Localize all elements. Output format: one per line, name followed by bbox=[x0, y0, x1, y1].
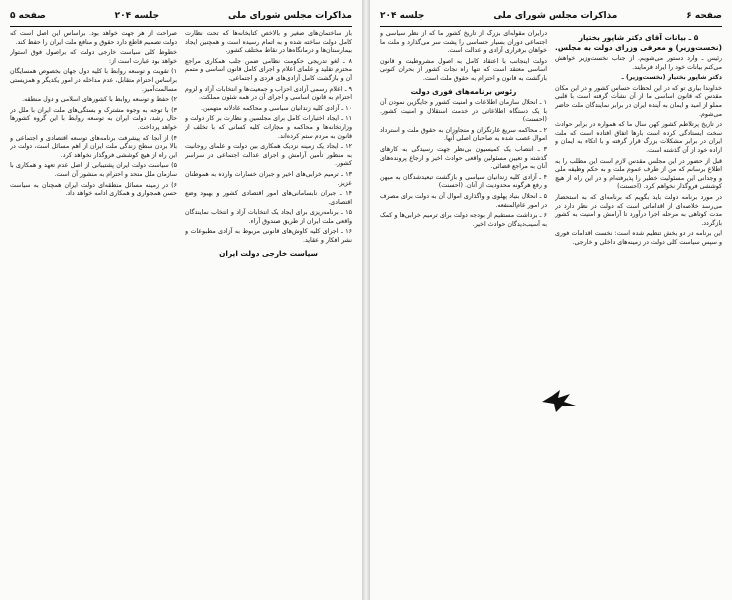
speaker-label: دکتر شاپور بختیار (نخست‌وزیر) ـ bbox=[621, 74, 722, 82]
paragraph: ۲ ـ محاکمه سریع غارتگران و متجاوزان به حقوق ملت و استرداد اموال غصب شده به صاحبان اصلی آنها. bbox=[380, 126, 547, 143]
paragraph: این برنامه در دو بخش تنظیم شده است: نخست اقدامات فوری و سپس سیاست کلی دولت در زمینه‌های داخلی و خارجی. bbox=[555, 230, 722, 246]
paragraph: ۱۳ ـ ترمیم خرابی‌های اخیر و جبران خسارات وارده به هموطنان عزیز. bbox=[185, 170, 352, 187]
left-page-column-left bbox=[10, 30, 177, 594]
paragraph: ۶) در زمینه مسائل منطقه‌ای دولت ایران همچنان به سیاست حسن همجواری و همکاری ادامه خواهد داد. bbox=[10, 181, 177, 198]
paragraph: ۴) از آنجا که پیشرفت برنامه‌های توسعه اقتصادی و اجتماعی و بالا بردن سطح زندگی ملت ایران از اهم مسائل است، دولت در این راه از هیچ کوششی فروگذار نخواهد کرد. bbox=[10, 134, 177, 159]
paragraph: خطوط کلی سیاست خارجی دولت که براصول فوق استوار خواهد بود عبارت است از: bbox=[10, 49, 177, 65]
paragraph: ۱۶ ـ اجرای کلیه کاوش‌های قانونی مربوط به آزادی مطبوعات و نشر افکار و عقاید. bbox=[185, 228, 352, 245]
paragraph: ۲) حفظ و توسعه روابط با کشورهای اسلامی و دول منطقه. bbox=[22, 96, 177, 104]
paragraph: ۶ ـ برداشت مستقیم از بودجه دولت برای ترمیم خرابی‌ها و کمک به آسیب‌دیدگان حوادث اخیر. bbox=[380, 212, 547, 228]
paragraph: ۸ ـ لغو تدریجی حکومت نظامی ضمن جلب همکاری مراجع محترم تقلید و علمای اعلام و اجرای کامل قانون اساسی و متمم آن و بازگشت کامل آزادی‌های فردی و اجتماعی. bbox=[185, 57, 352, 82]
ink-blot-mark bbox=[538, 388, 578, 414]
paragraph: ۱۰ ـ آزادی کلیه زندانیان سیاسی و محاکمه عادلانه متهمین. bbox=[200, 104, 352, 112]
paragraph: دولت اینجانب با اعتقاد کامل به اصول مشروطیت و قانون اساسی معتقد است که تنها راه نجات کشور از بحران کنونی بازگشت به قانون و احترام به حقوق ملت است. bbox=[380, 57, 547, 82]
paragraph: باز ساختمان‌های صغیر و بالاخص کتابخانه‌ها که تحت نظارت کامل دولت ساخته شده و به اتمام رسیده است و همچنین ایجاد بیمارستان‌ها و درمانگاه‌ها در نقاط مختلف کشور. bbox=[185, 30, 352, 55]
left-page-session: جلسه ۲۰۴ bbox=[114, 11, 160, 21]
section-heading: ۵ ـ بیانات آقای دکتر شاپور بختیار (نخست‌وزیر) و معرفی وزرای دولت به مجلس. bbox=[555, 33, 722, 52]
right-page-columns bbox=[380, 30, 722, 594]
paragraph: ۱۱ ـ ایجاد اختیارات کامل برای مجلسین و نظارت بر کار دولت و وزارتخانه‌ها و محاکمه و مجازات کلیه کسانی که با تخلف از قانون به مردم ستم کرده‌اند. bbox=[185, 115, 352, 140]
right-page-header bbox=[380, 8, 722, 24]
paragraph: درایران مقوله‌ای بزرگ از تاریخ کشور ما که از نظر سیاسی و اجتماعی دوران بسیار حساسی را پشت سر می‌گذارد و ملت ما خواهان برقراری آزادی و عدالت است. bbox=[380, 30, 547, 55]
header-rule bbox=[380, 26, 722, 27]
paragraph: ۳) با توجه به وجوه مشترک و بستگی‌های ملت ایران با ملل در حال رشد، دولت ایران به توسعه روابط با این گروه کشورها خواهد پرداخت. bbox=[10, 106, 177, 131]
section-heading: سیاست خارجی دولت ایران bbox=[219, 248, 318, 258]
right-page-number: صفحه ۶ bbox=[686, 11, 722, 21]
paragraph: ۱۲ ـ ایجاد یک زمینه نزدیک همکاری بین دولت و علمای روحانیت به منظور تأمین آرامش و اجرای عدالت اجتماعی در سراسر کشور. bbox=[185, 143, 352, 168]
left-page-header bbox=[10, 8, 352, 24]
paragraph: ۱) تقویت و توسعه روابط با کلیه دول جهان بخصوص همسایگان براساس احترام متقابل، عدم مداخله در امور یکدیگر و همزیستی مسالمت‌آمیز. bbox=[10, 68, 177, 93]
header-rule bbox=[10, 26, 352, 27]
right-page-title: مذاکرات مجلس شورای ملی bbox=[493, 11, 618, 21]
right-page bbox=[370, 0, 732, 600]
right-page-column-left bbox=[380, 30, 547, 594]
paragraph: ۵) سیاست دولت ایران پشتیبانی از اصل عدم تعهد و همکاری با سازمان ملل متحد و احترام به منشور آن است. bbox=[10, 162, 177, 178]
paragraph: ۹ ـ اعلام رسمی آزادی احزاب و جمعیت‌ها و انتخابات آزاد و لزوم احترام به قانون اساسی و اجرای آن در همه شئون مملکت. bbox=[185, 85, 352, 102]
paragraph: در مورد برنامه دولت باید بگویم که برنامه‌ای که به استحضار می‌رسد خلاصه‌ای از اقداماتی است که دولت در نظر دارد در مدت کوتاهی به مرحله اجرا درآورد تا آرامش و امنیت به کشور بازگردد. bbox=[555, 193, 722, 227]
paragraph: صراحت از هر جهت خواهد بود. براساس این اصل است که دولت تصمیم قاطع دارد حقوق و منافع ملت ایران را حفظ کند. bbox=[10, 30, 177, 46]
right-page-session: جلسه ۲۰۴ bbox=[380, 11, 425, 21]
paragraph: ۱ ـ انحلال سازمان اطلاعات و امنیت کشور و جایگزین نمودن آن با یک دستگاه اطلاعاتی در خدمت استقلال و امنیت کشور. (احسنت) bbox=[380, 99, 547, 124]
left-page-columns bbox=[10, 30, 352, 594]
left-page bbox=[0, 0, 362, 600]
left-page-title: مذاکرات مجلس شورای ملی bbox=[227, 11, 352, 21]
book-gutter bbox=[362, 0, 370, 600]
paragraph: ۴ ـ آزادی کلیه زندانیان سیاسی و بازگشت تبعیدشدگان به میهن و رفع هرگونه محدودیت از آنان. (احسنت) bbox=[380, 173, 547, 190]
paragraph: قبل از حضور در این مجلس مقدس لازم است این مطلب را به اطلاع برسانم که من از طرف عموم ملت و به حکم وظیفه ملی و وجدانی این مسئولیت خطیر را پذیرفته‌ام و در این راه از هیچ کوششی فروگذار نخواهم کرد. (احسنت) bbox=[555, 157, 722, 191]
paragraph: خداوندا بیاری تو که در این لحظات حساس کشور و در این مکان مقدس که قانون اساسی ما از آن نشأت گرفته است با قلبی مملو از امید و ایمان به آینده ایران در برابر نمایندگان ملت حاضر می‌شوم. bbox=[555, 84, 722, 118]
section-heading: رئوس برنامه‌های فوری دولت bbox=[410, 86, 517, 96]
paragraph: ۱۵ ـ برنامه‌ریزی برای ایجاد یک انتخابات آزاد و انتخاب نمایندگان واقعی ملت ایران از طریق صندوق آراء. bbox=[185, 209, 352, 225]
paragraph: ۳ ـ انتصاب یک کمیسیون بی‌نظر جهت رسیدگی به کارهای گذشته و تعیین مسئولین واقعی حوادث اخیر و ارجاع پرونده‌های آنان به مراجع قضائی. bbox=[380, 146, 547, 171]
left-page-column-right bbox=[185, 30, 352, 594]
paragraph: رئیس ـ وارد دستور می‌شویم. از جناب نخست‌وزیر خواهش می‌کنم بیانات خود را ایراد فرمایند. bbox=[555, 55, 722, 71]
paragraph: ۵ ـ انحلال بنیاد پهلوی و واگذاری اموال آن به دولت برای مصرف در امور عام‌المنفعه. bbox=[380, 193, 547, 209]
right-page-column-right bbox=[555, 30, 722, 594]
paragraph: در تاریخ پرتلاطم کشور کهن سال ما که همواره در برابر حوادث سخت ایستادگی کرده است بارها اتفاق افتاده است که ملت ایران در برابر مشکلات بزرگ قرار گرفته و با اتکاء به ایمان و اراده خود از آن گذشته است. bbox=[555, 121, 722, 154]
left-page-number: صفحه ۵ bbox=[10, 11, 46, 21]
paragraph: ۱۴ ـ جبران نابسامانی‌های امور اقتصادی کشور و بهبود وضع اقتصادی. bbox=[185, 190, 352, 206]
